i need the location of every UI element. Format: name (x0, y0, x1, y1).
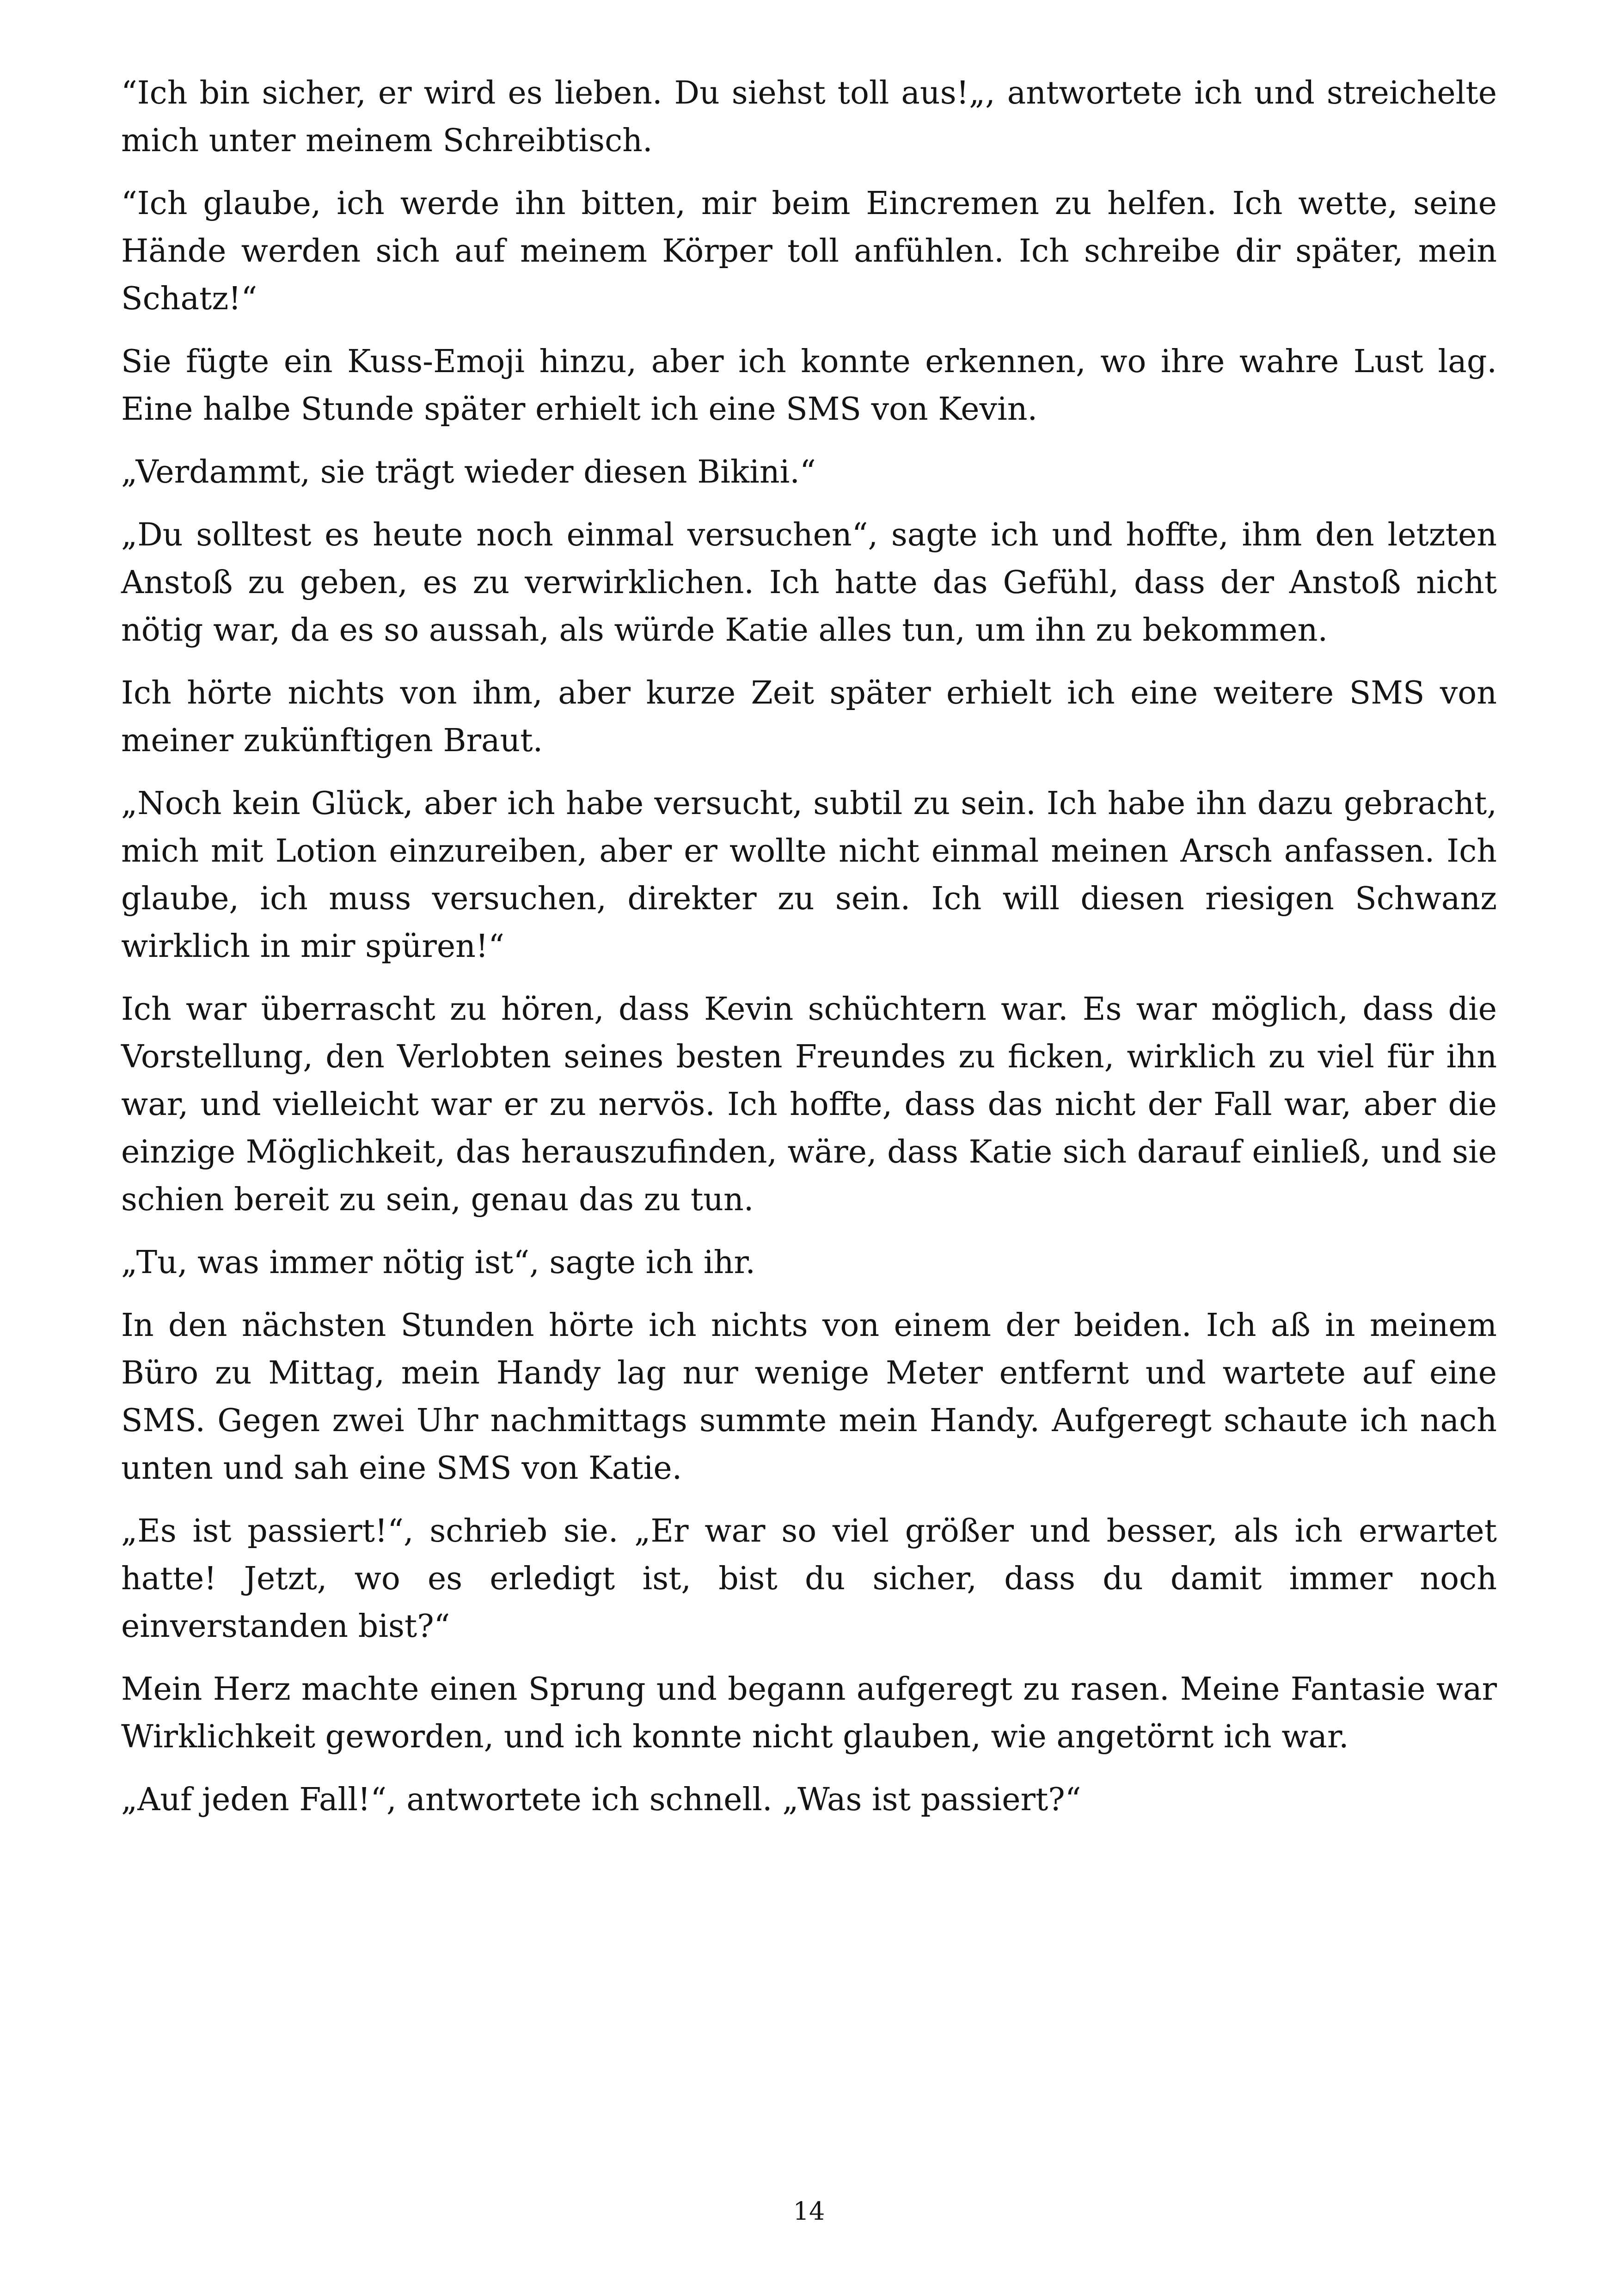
paragraph: „Es ist passiert!“, schrieb sie. „Er war so viel größer und besser, als ich erwartet hatte! Jetzt, wo es erledigt ist, bist du sicher, dass du damit immer noch einverstanden bist?“ (121, 1513, 1497, 1645)
paragraph: „Noch kein Glück, aber ich habe versucht, subtil zu sein. Ich habe ihn dazu gebracht, mich mit Lotion einzureiben, aber er wollte nicht einmal meinen Arsch anfassen. Ich glaube, ich muss versuchen, direkter zu sein. Ich will diesen riesigen Schwanz wirklich in mir spüren!“ (121, 785, 1497, 965)
paragraph: “Ich bin sicher, er wird es lieben. Du siehst toll aus!„, antwortete ich und streichelte mich unter meinem Schreibtisch. (121, 75, 1497, 159)
paragraph: Ich war überrascht zu hören, dass Kevin schüchtern war. Es war möglich, dass die Vorstellung, den Verlobten seines besten Freundes zu ficken, wirklich zu viel für ihn war, und vielleicht war er zu nervös. Ich hoffte, dass das nicht der Fall war, aber die einzige Möglichkeit, das herauszufinden, wäre, dass Katie sich darauf einließ, und sie schien bereit zu sein, genau das zu tun. (121, 991, 1497, 1218)
page-body (121, 69, 1497, 1839)
page-number: 14 (793, 2197, 825, 2226)
paragraph: „Auf jeden Fall!“, antwortete ich schnell. „Was ist passiert?“ (121, 1782, 1081, 1818)
paragraph: In den nächsten Stunden hörte ich nichts von einem der beiden. Ich aß in meinem Büro zu Mittag, mein Handy lag nur wenige Meter entfernt und wartete auf eine SMS. Gegen zwei Uhr nachmittags summte mein Handy. Aufgeregt schaute ich nach unten und sah eine SMS von Katie. (121, 1307, 1497, 1487)
paragraph: Mein Herz machte einen Sprung und begann aufgeregt zu rasen. Meine Fantasie war Wirklichkeit geworden, und ich konnte nicht glauben, wie angetörnt ich war. (121, 1671, 1497, 1755)
paragraph: „Du solltest es heute noch einmal versuchen“, sagte ich und hoffte, ihm den letzten Anstoß zu geben, es zu verwirklichen. Ich hatte das Gefühl, dass der Anstoß nicht nötig war, da es so aussah, als würde Katie alles tun, um ihn zu bekommen. (121, 517, 1497, 649)
paragraph: „Tu, was immer nötig ist“, sagte ich ihr. (121, 1244, 756, 1281)
paragraph: Sie fügte ein Kuss-Emoji hinzu, aber ich konnte erkennen, wo ihre wahre Lust lag. Eine halbe Stunde später erhielt ich eine SMS von Kevin. (121, 343, 1497, 428)
paragraph: “Ich glaube, ich werde ihn bitten, mir beim Eincremen zu helfen. Ich wette, seine Hände werden sich auf meinem Körper toll anfühlen. Ich schreibe dir später, mein Schatz!“ (121, 185, 1497, 317)
paragraph: Ich hörte nichts von ihm, aber kurze Zeit später erhielt ich eine weitere SMS von meiner zukünftigen Braut. (121, 675, 1497, 759)
paragraph: „Verdammt, sie trägt wieder diesen Bikini.“ (121, 454, 816, 490)
